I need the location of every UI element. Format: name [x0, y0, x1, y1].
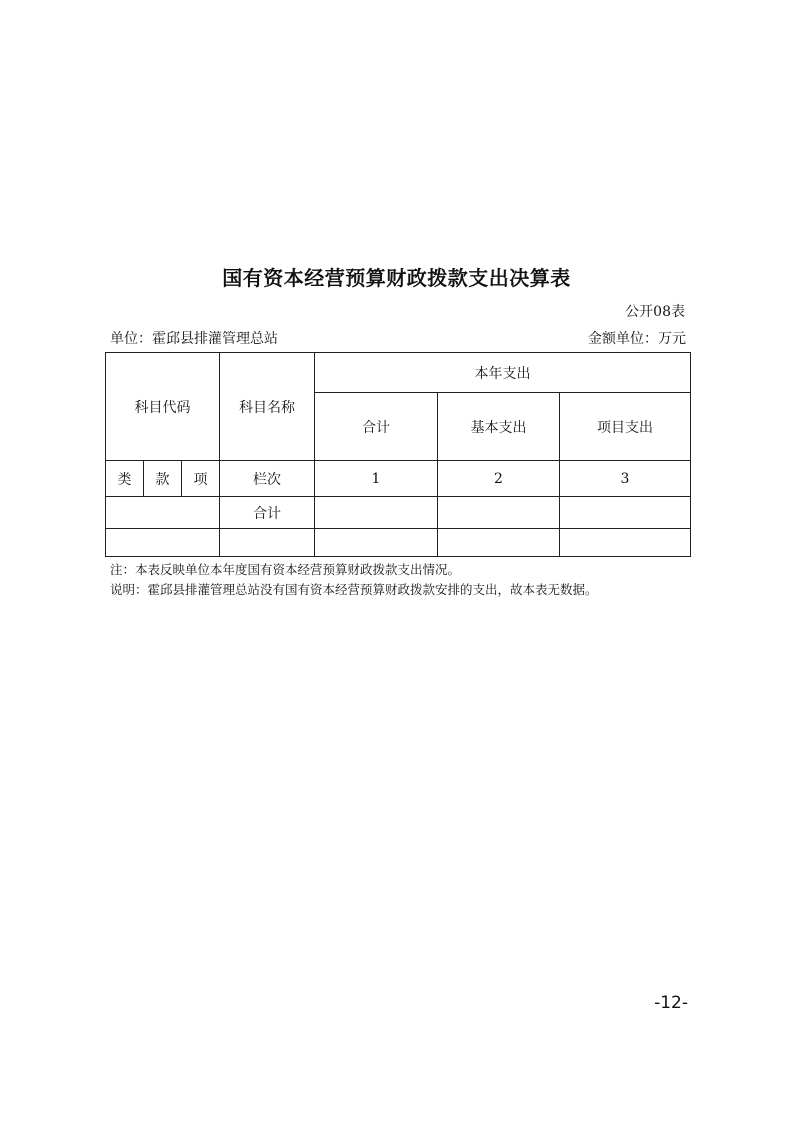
total-row-basic-cell [438, 497, 560, 529]
total-row-code-cell [106, 497, 220, 529]
empty-row-project-cell [560, 529, 691, 557]
empty-row-name-cell [220, 529, 315, 557]
empty-data-row [106, 529, 691, 557]
subject-code-header: 科目代码 [106, 353, 220, 461]
category-header: 类 [106, 461, 144, 497]
row-index-label: 栏次 [220, 461, 315, 497]
form-number: 公开08表 [625, 304, 685, 320]
total-header: 合计 [315, 393, 438, 461]
expenditure-table [105, 352, 691, 557]
column-index-row [106, 461, 691, 497]
empty-row-code-cell [106, 529, 220, 557]
total-row-total-cell [315, 497, 438, 529]
basic-expense-header: 基本支出 [438, 393, 560, 461]
unit-label: 单位：霍邱县排灌管理总站 [110, 331, 278, 347]
total-row-project-cell [560, 497, 691, 529]
empty-row-total-cell [315, 529, 438, 557]
amount-unit-label: 金额单位：万元 [588, 331, 686, 347]
total-row-label: 合计 [220, 497, 315, 529]
total-row [106, 497, 691, 529]
empty-row-basic-cell [438, 529, 560, 557]
note-text: 注：本表反映单位本年度国有资本经营预算财政拨款支出情况。 [110, 562, 461, 577]
page-number: -12- [654, 993, 688, 1013]
item-header: 项 [182, 461, 220, 497]
notes [110, 560, 598, 600]
project-expense-header: 项目支出 [560, 393, 691, 461]
column-number-1: 1 [315, 461, 438, 497]
header-row-1 [106, 353, 691, 393]
unit-line [110, 328, 686, 348]
document-title: 国有资本经营预算财政拨款支出决算表 [222, 266, 571, 290]
current-year-expense-header: 本年支出 [315, 353, 691, 393]
section-header: 款 [144, 461, 182, 497]
explanation-text: 说明：霍邱县排灌管理总站没有国有资本经营预算财政拨款安排的支出，故本表无数据。 [110, 582, 598, 597]
column-number-2: 2 [438, 461, 560, 497]
subject-name-header: 科目名称 [220, 353, 315, 461]
column-number-3: 3 [560, 461, 691, 497]
